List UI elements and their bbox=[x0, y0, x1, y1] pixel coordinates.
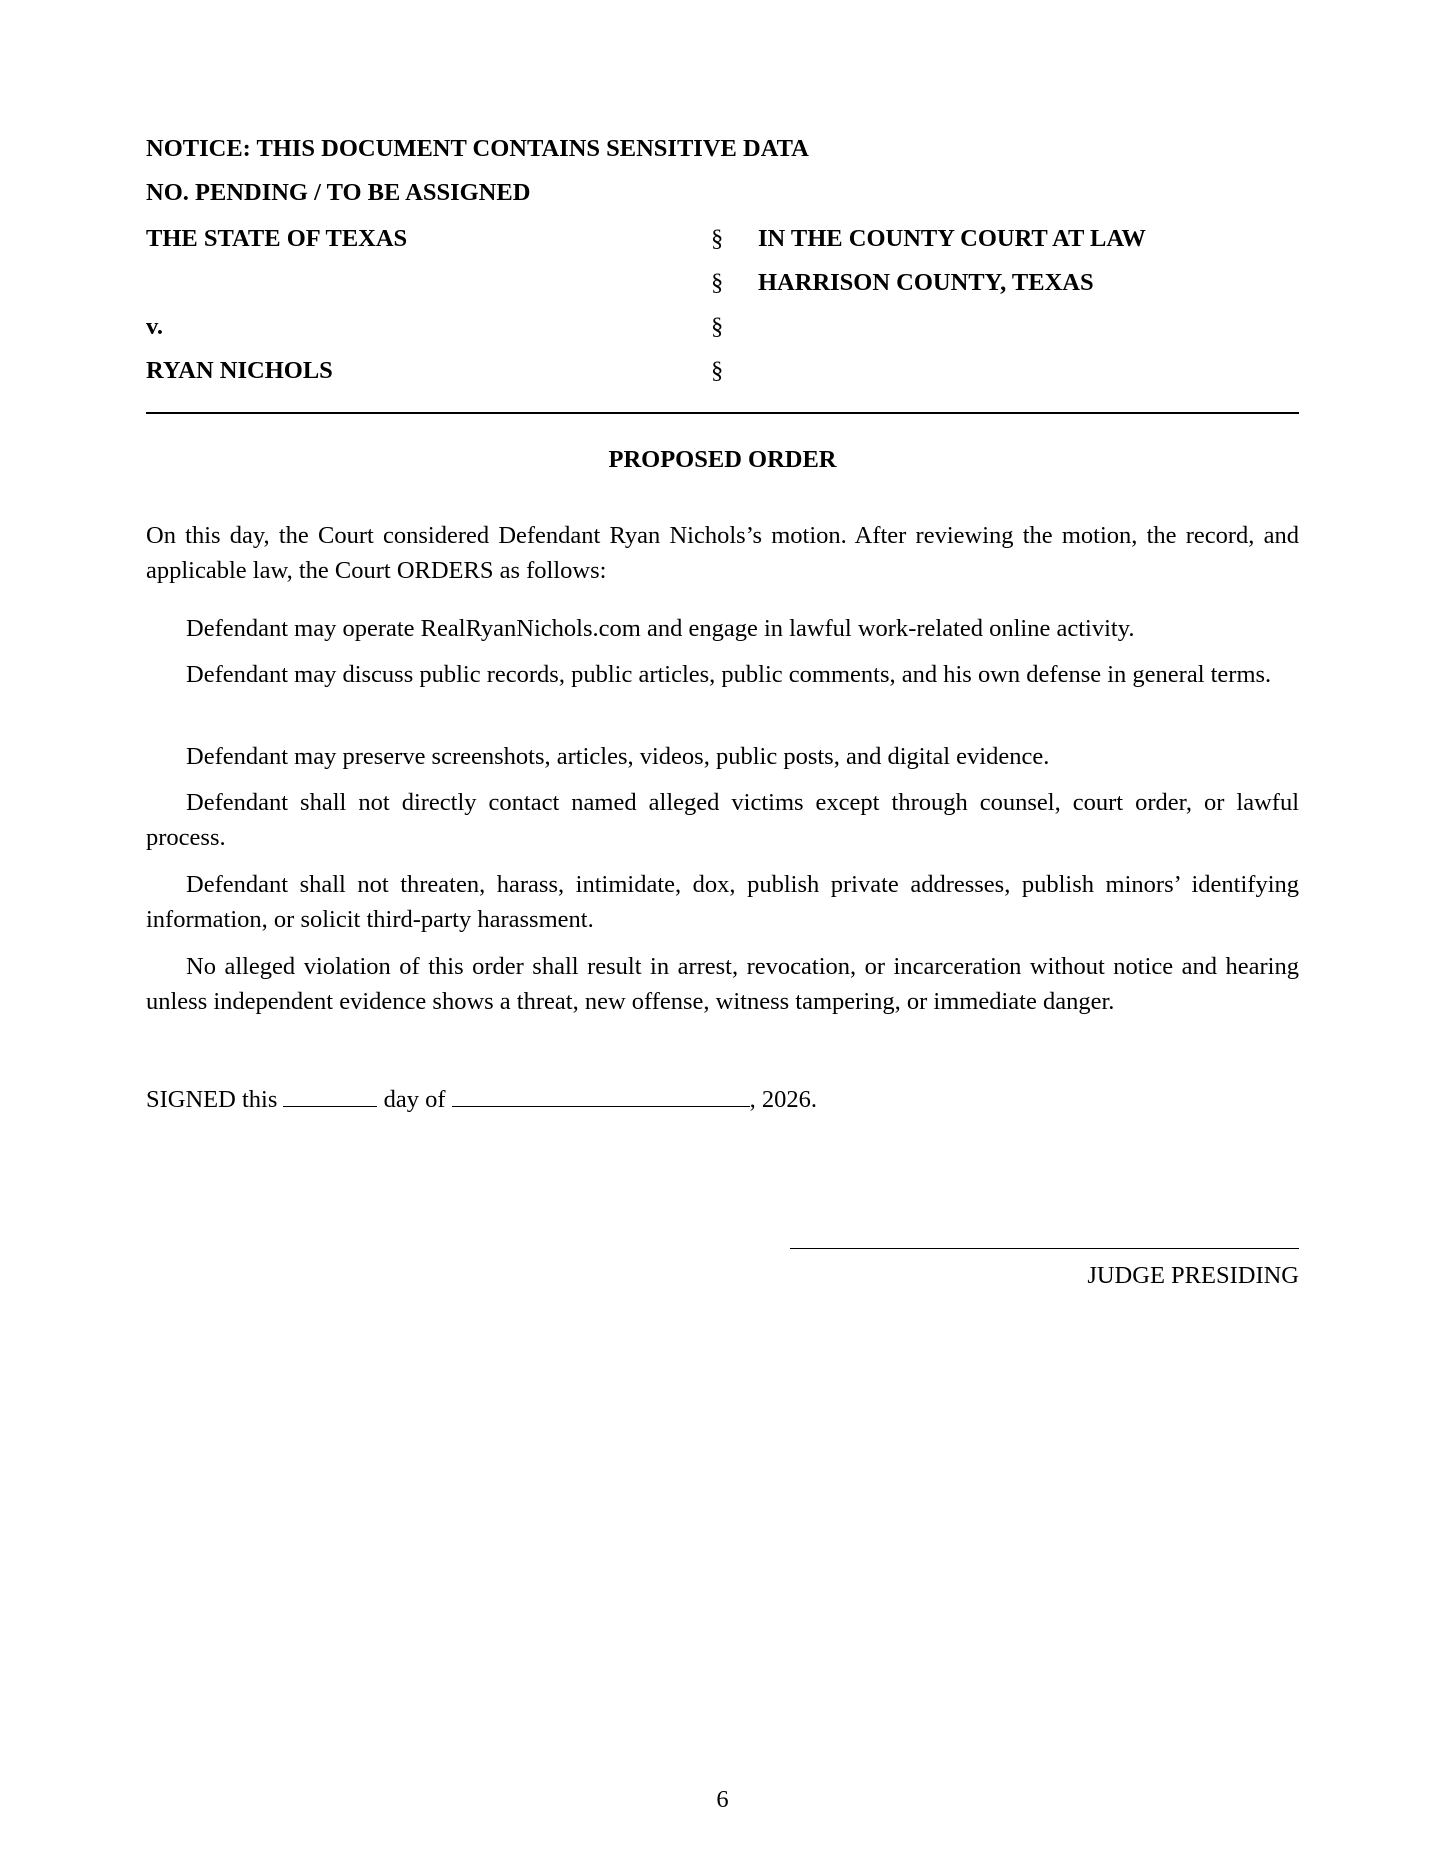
section-symbol: § bbox=[711, 357, 724, 384]
section-symbol: § bbox=[711, 313, 724, 340]
section-symbol: § bbox=[711, 269, 724, 296]
defendant-name: RYAN NICHOLS bbox=[146, 357, 333, 384]
plaintiff-name: THE STATE OF TEXAS bbox=[146, 225, 408, 252]
court-name: IN THE COUNTY COURT AT LAW bbox=[758, 225, 1146, 252]
day-blank[interactable] bbox=[283, 1086, 377, 1107]
order-item: Defendant may operate RealRyanNichols.com and engage in lawful work-related online activity. bbox=[186, 615, 1135, 642]
order-item: Defendant may preserve screenshots, articles, videos, public posts, and digital evidence. bbox=[186, 743, 1050, 770]
month-blank[interactable] bbox=[452, 1086, 750, 1107]
signed-line bbox=[146, 1086, 817, 1114]
intro-paragraph: On this day, the Court considered Defendant Ryan Nichols’s motion. After reviewing the motion, the record, and applicable law, the Court ORDERS as follows: bbox=[146, 522, 1299, 584]
judge-signature-line[interactable] bbox=[790, 1248, 1299, 1249]
case-number: NO. PENDING / TO BE ASSIGNED bbox=[146, 179, 531, 206]
sensitive-data-notice: NOTICE: THIS DOCUMENT CONTAINS SENSITIVE DATA bbox=[146, 135, 809, 162]
page-number: 6 bbox=[716, 1786, 729, 1813]
document-title: PROPOSED ORDER bbox=[608, 446, 837, 473]
day-of-label: day of bbox=[383, 1086, 446, 1113]
judge-presiding-label: JUDGE PRESIDING bbox=[1087, 1262, 1299, 1289]
county-name: HARRISON COUNTY, TEXAS bbox=[758, 269, 1094, 296]
versus-label: v. bbox=[146, 313, 164, 340]
order-item: Defendant may discuss public records, public articles, public comments, and his own defense in general terms. bbox=[186, 661, 1272, 688]
order-item: No alleged violation of this order shall result in arrest, revocation, or incarceration without notice and hearing unless independent evidence shows a threat, new offense, witness tampering, or immediate danger. bbox=[146, 953, 1299, 1015]
caption-divider bbox=[146, 412, 1299, 414]
order-item: Defendant shall not directly contact named alleged victims except through counsel, court order, or lawful process. bbox=[146, 789, 1299, 851]
year-label: , 2026. bbox=[749, 1086, 818, 1113]
section-symbol: § bbox=[711, 225, 724, 252]
order-item: Defendant shall not threaten, harass, intimidate, dox, publish private addresses, publish minors’ identifying information, or solicit third-party harassment. bbox=[146, 871, 1299, 933]
signed-prefix: SIGNED this bbox=[146, 1086, 278, 1113]
